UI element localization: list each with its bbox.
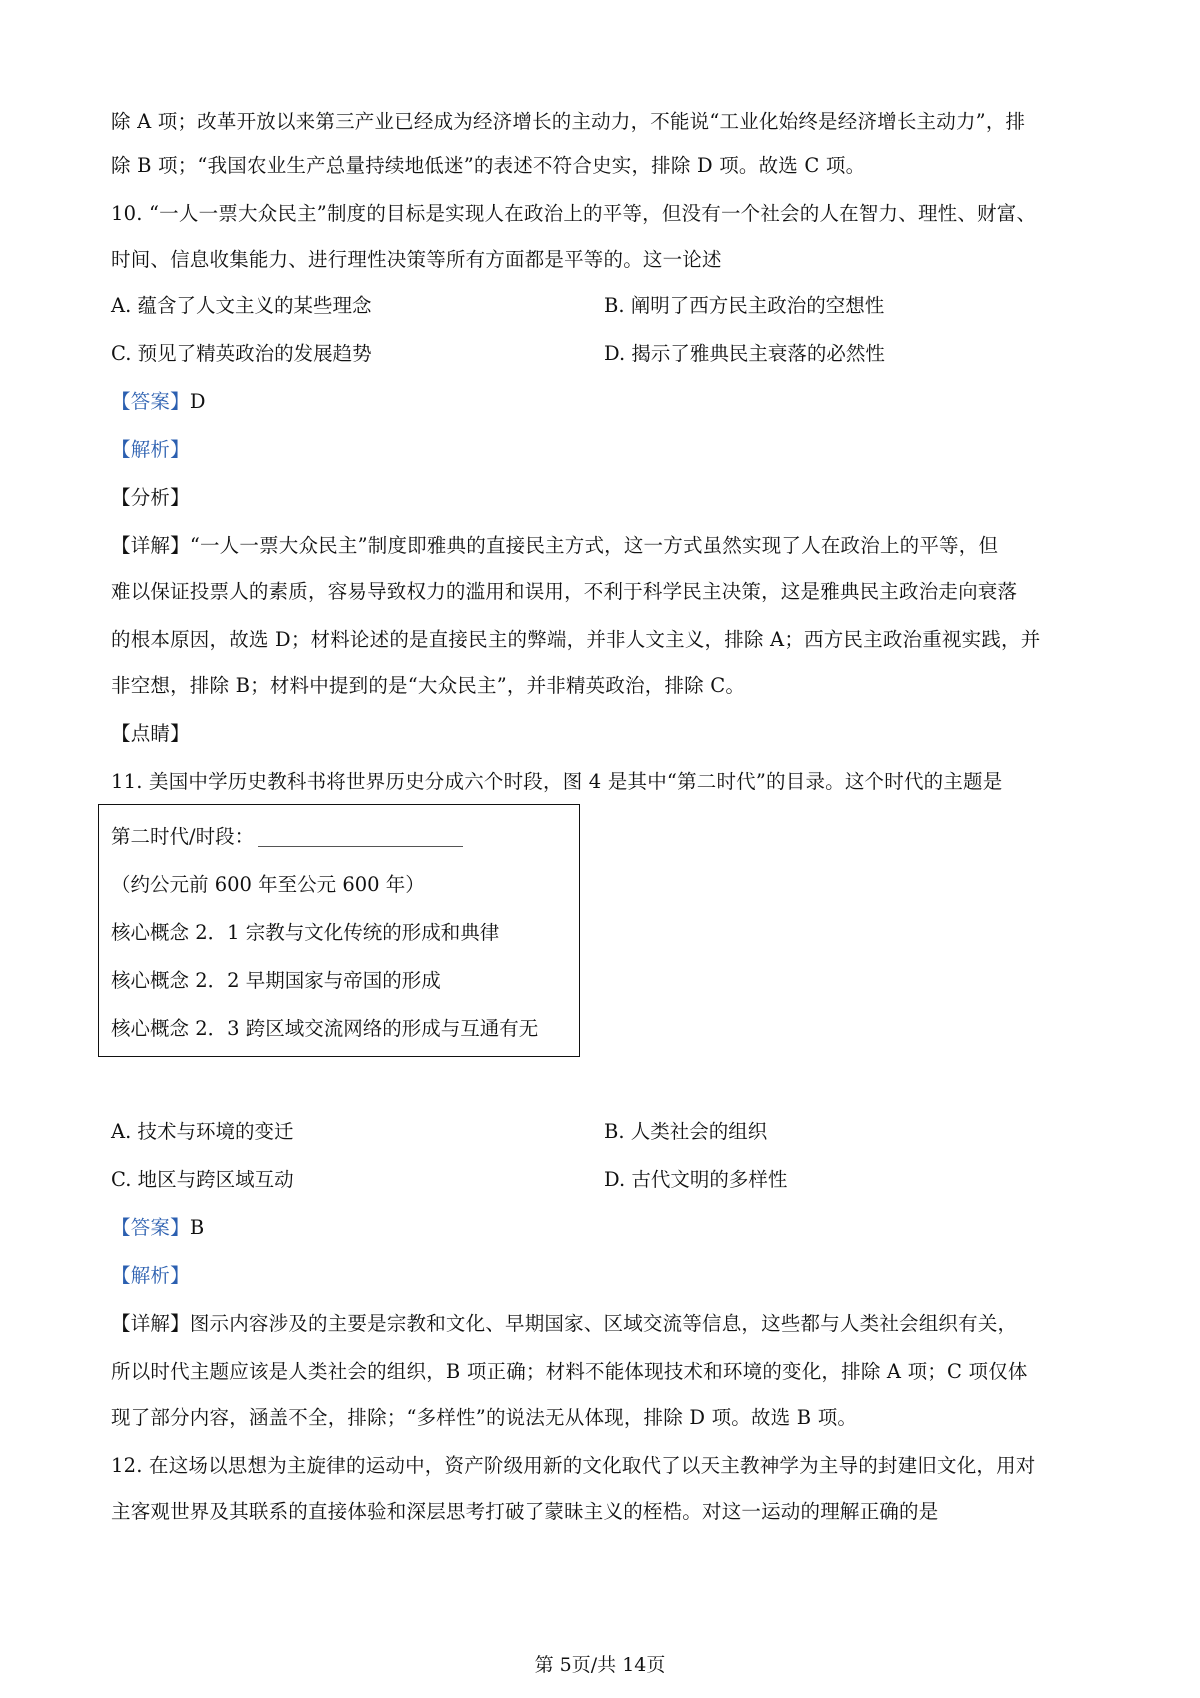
q12-stem-line-2: 主客观世界及其联系的直接体验和深层思考打破了蒙昧主义的桎梏。对这一运动的理解正确的是 — [111, 1500, 939, 1523]
detail-text: 图示内容涉及的主要是宗教和文化、早期国家、区域交流等信息，这些都与人类社会组织有关， — [189, 1312, 1018, 1335]
prev-analysis-line-1: 除 A 项；改革开放以来第三产业已经成为经济增长的主动力，不能说“工业化始终是经济增长主动力”，排 — [111, 110, 1026, 133]
answer-value: D — [189, 390, 206, 413]
q10-option-b: B. 阐明了西方民主政治的空想性 — [604, 294, 885, 317]
page-footer: 第 5页/共 14页 — [534, 1654, 666, 1676]
q10-option-a: A. 蕴含了人文主义的某些理念 — [111, 294, 372, 317]
q11-option-d: D. 古代文明的多样性 — [604, 1168, 788, 1191]
detail-text: “一人一票大众民主”制度即雅典的直接民主方式，这一方式虽然实现了人在政治上的平等，但 — [189, 534, 999, 557]
q11-stem: 11. 美国中学历史教科书将世界历史分成六个时段，图 4 是其中“第二时代”的目录。这个时代的主题是 — [111, 770, 1003, 793]
q12-stem-line-1: 12. 在这场以思想为主旋律的运动中，资产阶级用新的文化取代了以天主教神学为主导的封建旧文化，用对 — [111, 1454, 1036, 1477]
q11-detail-line-3: 现了部分内容，涵盖不全，排除；“多样性”的说法无从体现，排除 D 项。故选 B 项。 — [111, 1406, 858, 1429]
detail-tag: 【详解】 — [111, 534, 190, 557]
q10-detail-line-1 — [111, 532, 1101, 560]
q11-analysis-tag: 【解析】 — [111, 1264, 190, 1287]
q10-detail-line-3: 的根本原因，故选 D；材料论述的是直接民主的弊端，并非人文主义，排除 A；西方民主政治重视实践，并 — [111, 628, 1041, 651]
toc-item-3: 核心概念 2．3 跨区域交流网络的形成与互通有无 — [111, 1017, 539, 1040]
q10-analysis-tag: 【解析】 — [111, 438, 190, 461]
detail-tag: 【详解】 — [111, 1312, 190, 1335]
q11-option-b: B. 人类社会的组织 — [604, 1120, 768, 1143]
q10-option-d: D. 揭示了雅典民主衰落的必然性 — [604, 342, 885, 365]
toc-item-2: 核心概念 2．2 早期国家与帝国的形成 — [111, 969, 441, 992]
q10-stem-line-2: 时间、信息收集能力、进行理性决策等所有方面都是平等的。这一论述 — [111, 248, 722, 271]
q10-detail-line-2: 难以保证投票人的素质，容易导致权力的滥用和误用，不利于科学民主决策，这是雅典民主政治走向衰落 — [111, 580, 1018, 603]
q11-option-c: C. 地区与跨区域互动 — [111, 1168, 294, 1191]
q10-detail-line-4: 非空想，排除 B；材料中提到的是“大众民主”，并非精英政治，排除 C。 — [111, 674, 746, 697]
prev-analysis-line-2: 除 B 项；“我国农业生产总量持续地低迷”的表述不符合史实，排除 D 项。故选 C 项。 — [111, 154, 866, 177]
q11-detail-line-1 — [111, 1310, 1101, 1338]
toc-range: （约公元前 600 年至公元 600 年） — [111, 873, 425, 896]
answer-value: B — [189, 1216, 205, 1239]
answer-tag: 【答案】 — [111, 1216, 190, 1239]
q11-figure-toc-box — [98, 804, 580, 1057]
q11-answer — [111, 1214, 1101, 1242]
toc-title-row — [111, 823, 463, 851]
q10-dianjing-tag: 【点睛】 — [111, 722, 190, 745]
toc-title: 第二时代/时段： — [111, 825, 255, 848]
answer-tag: 【答案】 — [111, 390, 190, 413]
q10-fenxi-tag: 【分析】 — [111, 486, 190, 509]
toc-item-1: 核心概念 2．1 宗教与文化传统的形成和典律 — [111, 921, 500, 944]
q11-option-a: A. 技术与环境的变迁 — [111, 1120, 294, 1143]
q11-detail-line-2: 所以时代主题应该是人类社会的组织，B 项正确；材料不能体现技术和环境的变化，排除 A 项；C 项仅体 — [111, 1360, 1028, 1383]
toc-blank-line — [258, 828, 463, 847]
q10-stem-line-1: 10. “一人一票大众民主”制度的目标是实现人在政治上的平等，但没有一个社会的人在智力、理性、财富、 — [111, 202, 1037, 225]
q10-option-c: C. 预见了精英政治的发展趋势 — [111, 342, 372, 365]
q10-answer — [111, 388, 1101, 416]
